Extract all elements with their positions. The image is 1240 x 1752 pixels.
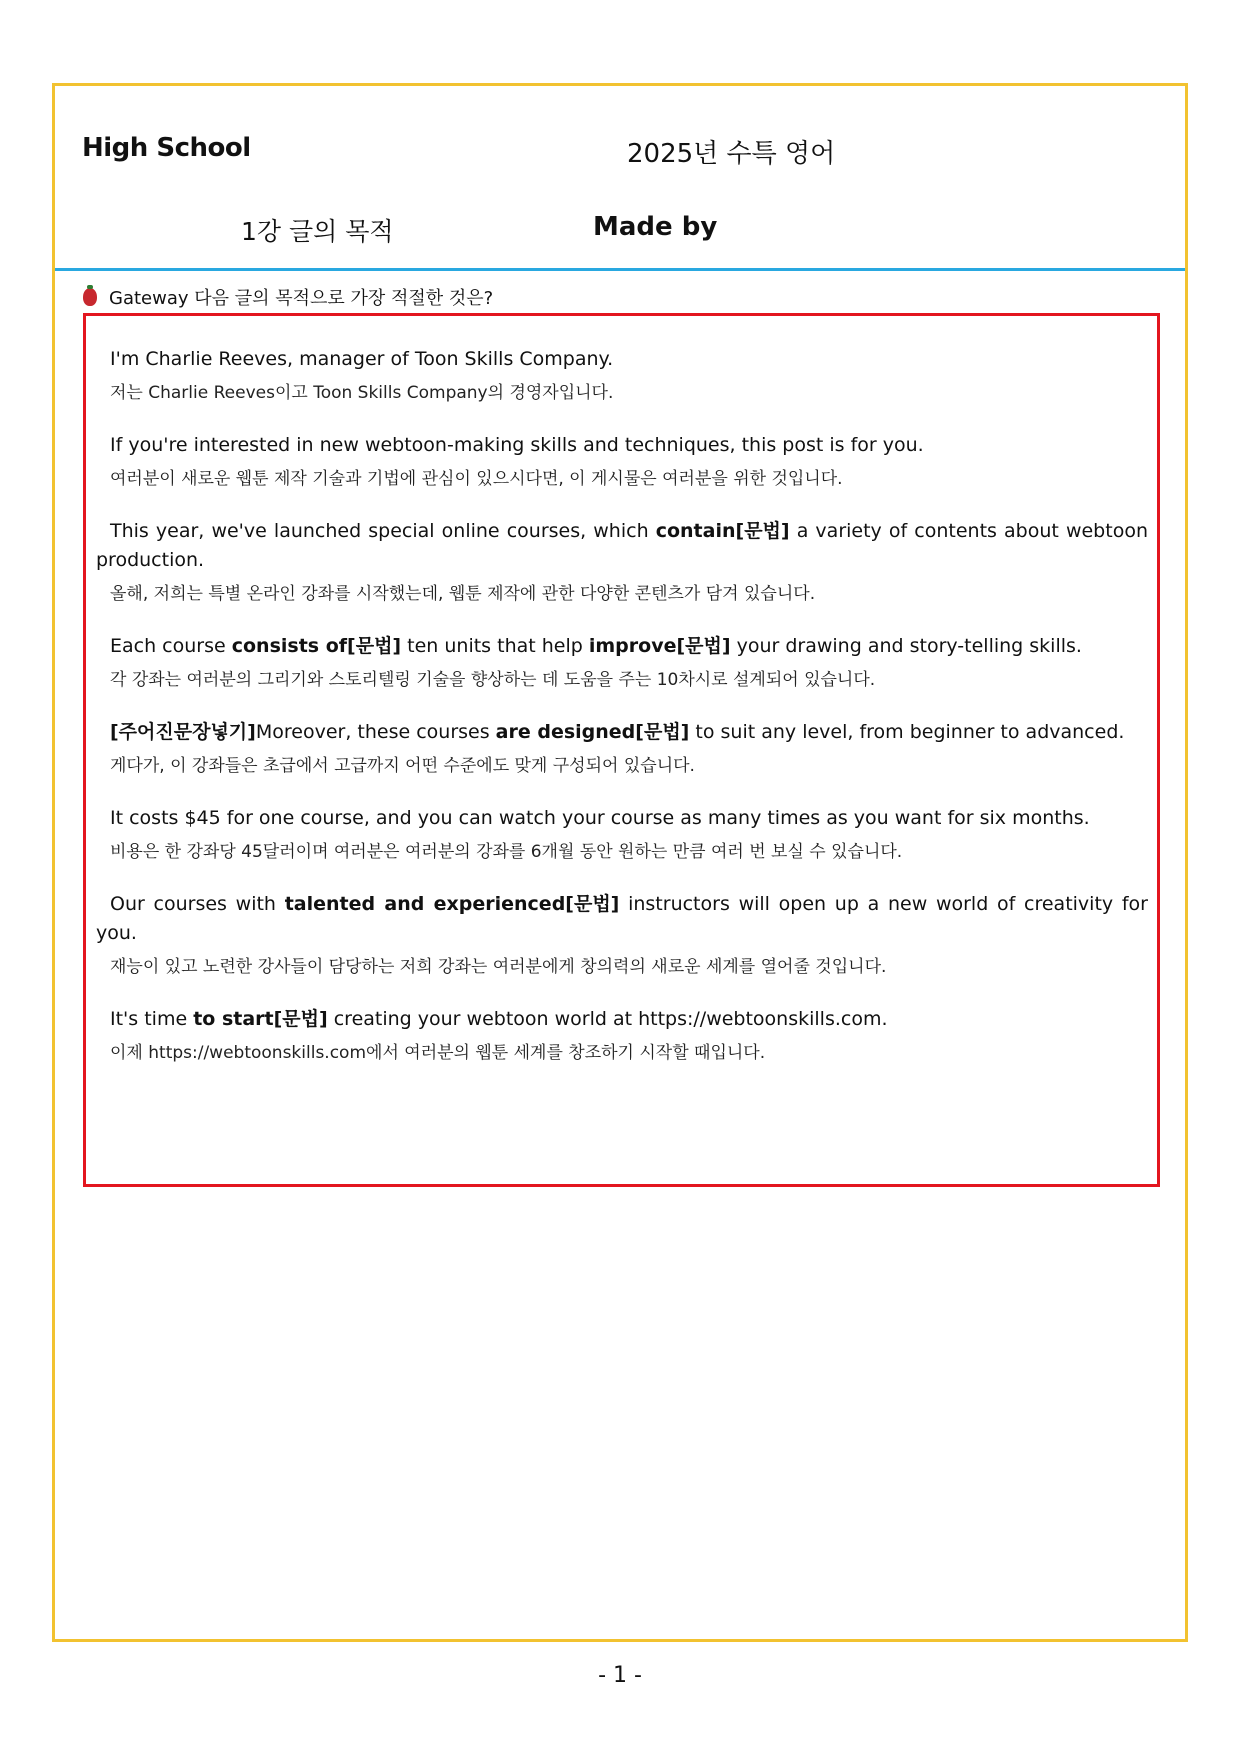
sentence-en: It costs $45 for one course, and you can watch your course as many times as you want for six months. bbox=[110, 807, 1090, 829]
sentence-7 bbox=[96, 890, 1148, 981]
sentence-en-part: instructors will open up a new world of creativity for you. bbox=[96, 893, 1148, 944]
grammar-highlight: contain[문법] bbox=[655, 520, 790, 542]
grammar-highlight: talented and experienced[문법] bbox=[284, 893, 620, 915]
sentence-en-part: This year, we've launched special online courses, which bbox=[110, 520, 656, 542]
sentence-ko: 재능이 있고 노련한 강사들이 담당하는 저희 강좌는 여러분에게 창의력의 새로운 세계를 열어줄 것입니다. bbox=[110, 957, 887, 977]
strawberry-icon bbox=[83, 288, 97, 306]
passage-box bbox=[83, 313, 1160, 1187]
sentence-en-part: ten units that help bbox=[401, 635, 589, 657]
sentence-ko: 각 강좌는 여러분의 그리기와 스토리텔링 기술을 향상하는 데 도움을 주는 10차시로 설계되어 있습니다. bbox=[110, 670, 876, 690]
grammar-highlight: to start[문법] bbox=[193, 1008, 328, 1030]
made-by-label: Made by bbox=[593, 212, 718, 242]
grammar-highlight: consists of[문법] bbox=[231, 635, 402, 657]
sentence-8 bbox=[96, 1005, 1148, 1067]
grammar-highlight: are designed[문법] bbox=[495, 721, 690, 743]
sentence-en-part: your drawing and story-telling skills. bbox=[730, 635, 1082, 657]
sentence-5 bbox=[96, 718, 1148, 780]
insert-sentence-tag: [주어진문장넣기] bbox=[110, 721, 256, 743]
sentence-en-part: Each course bbox=[110, 635, 232, 657]
sentence-en: I'm Charlie Reeves, manager of Toon Skills Company. bbox=[110, 348, 614, 370]
sentence-en-part: creating your webtoon world at https://webtoonskills.com. bbox=[327, 1008, 888, 1030]
grammar-highlight: improve[문법] bbox=[588, 635, 731, 657]
sentence-ko: 저는 Charlie Reeves이고 Toon Skills Company의 경영자입니다. bbox=[110, 383, 614, 403]
sentence-en: If you're interested in new webtoon-making skills and techniques, this post is for you. bbox=[110, 434, 924, 456]
sentence-en-part: Our courses with bbox=[110, 893, 285, 915]
sentence-3 bbox=[96, 517, 1148, 608]
sentence-en-part: Moreover, these courses bbox=[255, 721, 496, 743]
level-label: High School bbox=[82, 133, 251, 163]
sentence-ko: 올해, 저희는 특별 온라인 강좌를 시작했는데, 웹툰 제작에 관한 다양한 콘텐츠가 담겨 있습니다. bbox=[110, 584, 816, 604]
header-divider bbox=[55, 268, 1185, 271]
sentence-en-part: It's time bbox=[110, 1008, 194, 1030]
exam-title: 2025년 수특 영어 bbox=[627, 139, 836, 169]
sentence-ko: 게다가, 이 강좌들은 초급에서 고급까지 어떤 수준에도 맞게 구성되어 있습니다. bbox=[110, 756, 695, 776]
sentence-2 bbox=[96, 431, 1148, 493]
gateway-text: Gateway 다음 글의 목적으로 가장 적절한 것은? bbox=[109, 288, 494, 309]
sentence-1 bbox=[96, 345, 1148, 407]
sentence-6 bbox=[96, 804, 1148, 866]
gateway-question bbox=[83, 284, 493, 310]
sentence-ko: 비용은 한 강좌당 45달러이며 여러분은 여러분의 강좌를 6개월 동안 원하는 만큼 여러 번 보실 수 있습니다. bbox=[110, 842, 903, 862]
sentence-en-part: to suit any level, from beginner to advanced. bbox=[689, 721, 1125, 743]
page-frame bbox=[52, 83, 1188, 1642]
sentence-ko: 이제 https://webtoonskills.com에서 여러분의 웹툰 세계를 창조하기 시작할 때입니다. bbox=[110, 1043, 766, 1063]
sentence-en-part: a variety of contents about webtoon production. bbox=[96, 520, 1148, 571]
sentence-4 bbox=[96, 632, 1148, 694]
lesson-title: 1강 글의 목적 bbox=[241, 217, 394, 246]
sentence-ko: 여러분이 새로운 웹툰 제작 기술과 기법에 관심이 있으시다면, 이 게시물은 여러분을 위한 것입니다. bbox=[110, 469, 843, 489]
page-number: - 1 - bbox=[598, 1663, 642, 1688]
